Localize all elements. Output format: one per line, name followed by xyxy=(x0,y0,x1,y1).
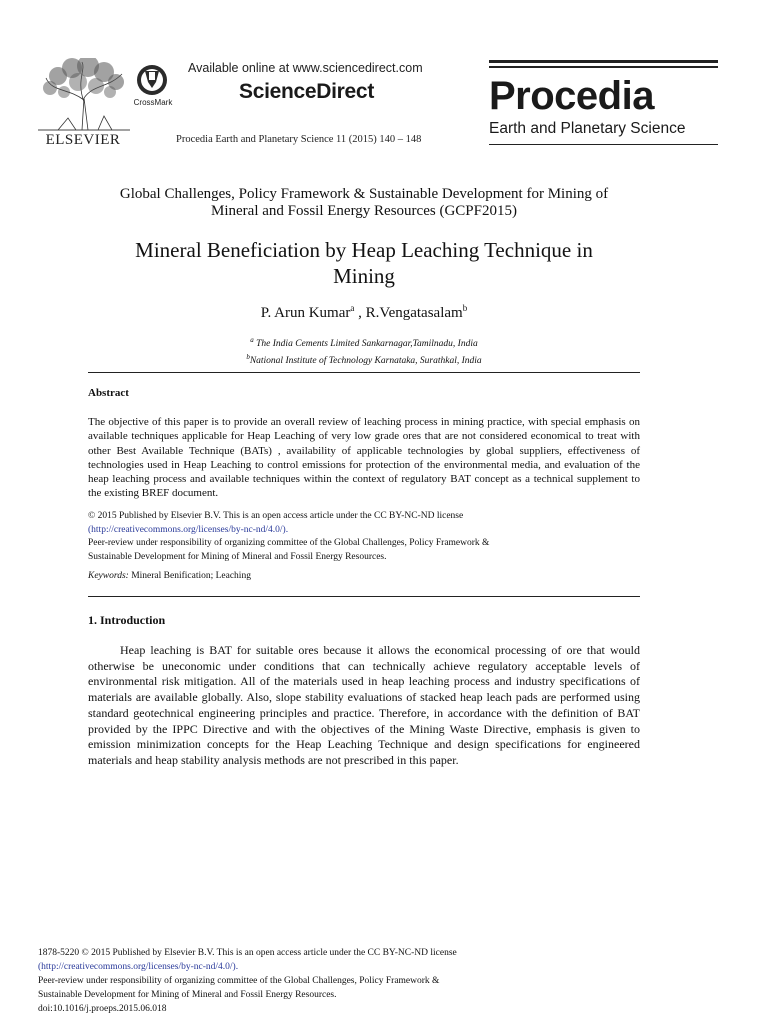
keywords-value: Mineral Benification; Leaching xyxy=(131,571,251,581)
affiliation-text: The India Cements Limited Sankarnagar,Tamilnadu, India xyxy=(253,339,478,350)
affiliation-line xyxy=(88,351,640,368)
abstract-heading: Abstract xyxy=(88,387,129,399)
peer-review-text: Peer-review under responsibility of organizing committee of the Global Challenges, Policy Framework & xyxy=(88,538,490,548)
license-text: © 2015 Published by Elsevier B.V. This is an open access article under the CC BY-NC-ND license xyxy=(88,511,464,521)
footer-license: 1878-5220 © 2015 Published by Elsevier B.V. This is an open access article under the CC BY-NC-ND license xyxy=(38,948,457,958)
affiliation-text: National Institute of Technology Karnataka, Surathkal, India xyxy=(249,356,482,367)
section-divider xyxy=(88,596,640,597)
doi[interactable]: doi:10.1016/j.proeps.2015.06.018 xyxy=(38,1004,167,1014)
sciencedirect-brand: ScienceDirect xyxy=(239,80,375,103)
paper-title xyxy=(88,237,640,289)
author-list xyxy=(88,303,640,322)
keywords xyxy=(88,571,251,581)
affiliation-line xyxy=(88,334,640,351)
introduction-text: Heap leaching is BAT for suitable ores because it allows the economical processing of ore that would otherwise be uneconomic under conditions that can technically achieve regulatory acceptable levels of environmental risk mitigation. All of the materials used in heap leaching process and industry specifications of materials are available globally. Also, slope stability evaluations of stacked heap leach pads are performed using standard geotechnical engineering principles and practice. Therefore, in accordance with the definition of BAT provided by the IPPC Directive and with the objectives of the Mining Waste Directive, emphasis is given to emission minimization concepts for the Heap Leaching Technique and design specifications for engineered materials and heap stability analysis methods are not prescribed in this paper. xyxy=(88,643,640,767)
journal-subtitle: Earth and Planetary Science xyxy=(489,119,686,137)
affiliation-mark: a xyxy=(250,336,254,344)
footer-license-link[interactable]: (http://creativecommons.org/licenses/by-nc-nd/4.0/). xyxy=(38,962,239,972)
journal-citation: Procedia Earth and Planetary Science 11 (2015) 140 – 148 xyxy=(176,134,422,145)
abstract-text: The objective of this paper is to provide an overall review of leaching process in mining practice, with special emphasis on available techniques applicable for Heap Leaching of very low grade ores that are not considered economical to treat with other Best Available Technique (BATs) , availability of applicable technologies by global suppliers, effectiveness of technologies used in Heap Leaching to control emissions for protection of the environmental media, and evaluation of the heap leaching process and available techniques within the context of regulatory BAT concept as a technical supplement to the existing BREF document. xyxy=(88,416,640,500)
introduction-heading: 1. Introduction xyxy=(88,613,166,627)
affiliations xyxy=(88,334,640,368)
license-link[interactable]: (http://creativecommons.org/licenses/by-nc-nd/4.0/). xyxy=(88,524,289,535)
conference-name xyxy=(88,186,640,220)
footer-peer-review: Sustainable Development for Mining of Mineral and Fossil Energy Resources. xyxy=(38,990,337,1000)
conference-line: Global Challenges, Policy Framework & Sustainable Development for Mining of xyxy=(119,186,609,202)
author-name: P. Arun Kumar xyxy=(260,305,351,321)
journal-name: Procedia xyxy=(489,73,654,118)
masthead-rule xyxy=(489,144,718,146)
author-separator: , xyxy=(354,305,366,321)
affiliation-mark: b xyxy=(246,353,250,362)
section-divider xyxy=(88,372,640,373)
author-affiliation-mark: a xyxy=(350,303,355,313)
author-name: R.Vengatasalam xyxy=(365,305,463,321)
elsevier-wordmark: ELSEVIER xyxy=(45,132,121,148)
crossmark-label: CrossMark xyxy=(133,98,173,107)
conference-line: Mineral and Fossil Energy Resources (GCPF2015) xyxy=(211,203,517,219)
author-affiliation-mark: b xyxy=(462,303,468,313)
footer-peer-review: Peer-review under responsibility of organizing committee of the Global Challenges, Policy Framework & xyxy=(38,976,440,986)
footer-notes xyxy=(38,946,598,1016)
title-line: Mining xyxy=(333,264,395,288)
license-block xyxy=(88,510,640,564)
peer-review-text: Sustainable Development for Mining of Mineral and Fossil Energy Resources. xyxy=(88,551,387,562)
masthead-rule xyxy=(489,60,718,63)
masthead-rule xyxy=(489,66,718,68)
procedia-masthead xyxy=(489,60,718,145)
title-line: Mineral Beneficiation by Heap Leaching Technique in xyxy=(135,238,593,262)
available-online-text: Available online at www.sciencedirect.com xyxy=(188,61,423,75)
keywords-label: Keywords: xyxy=(88,571,129,581)
